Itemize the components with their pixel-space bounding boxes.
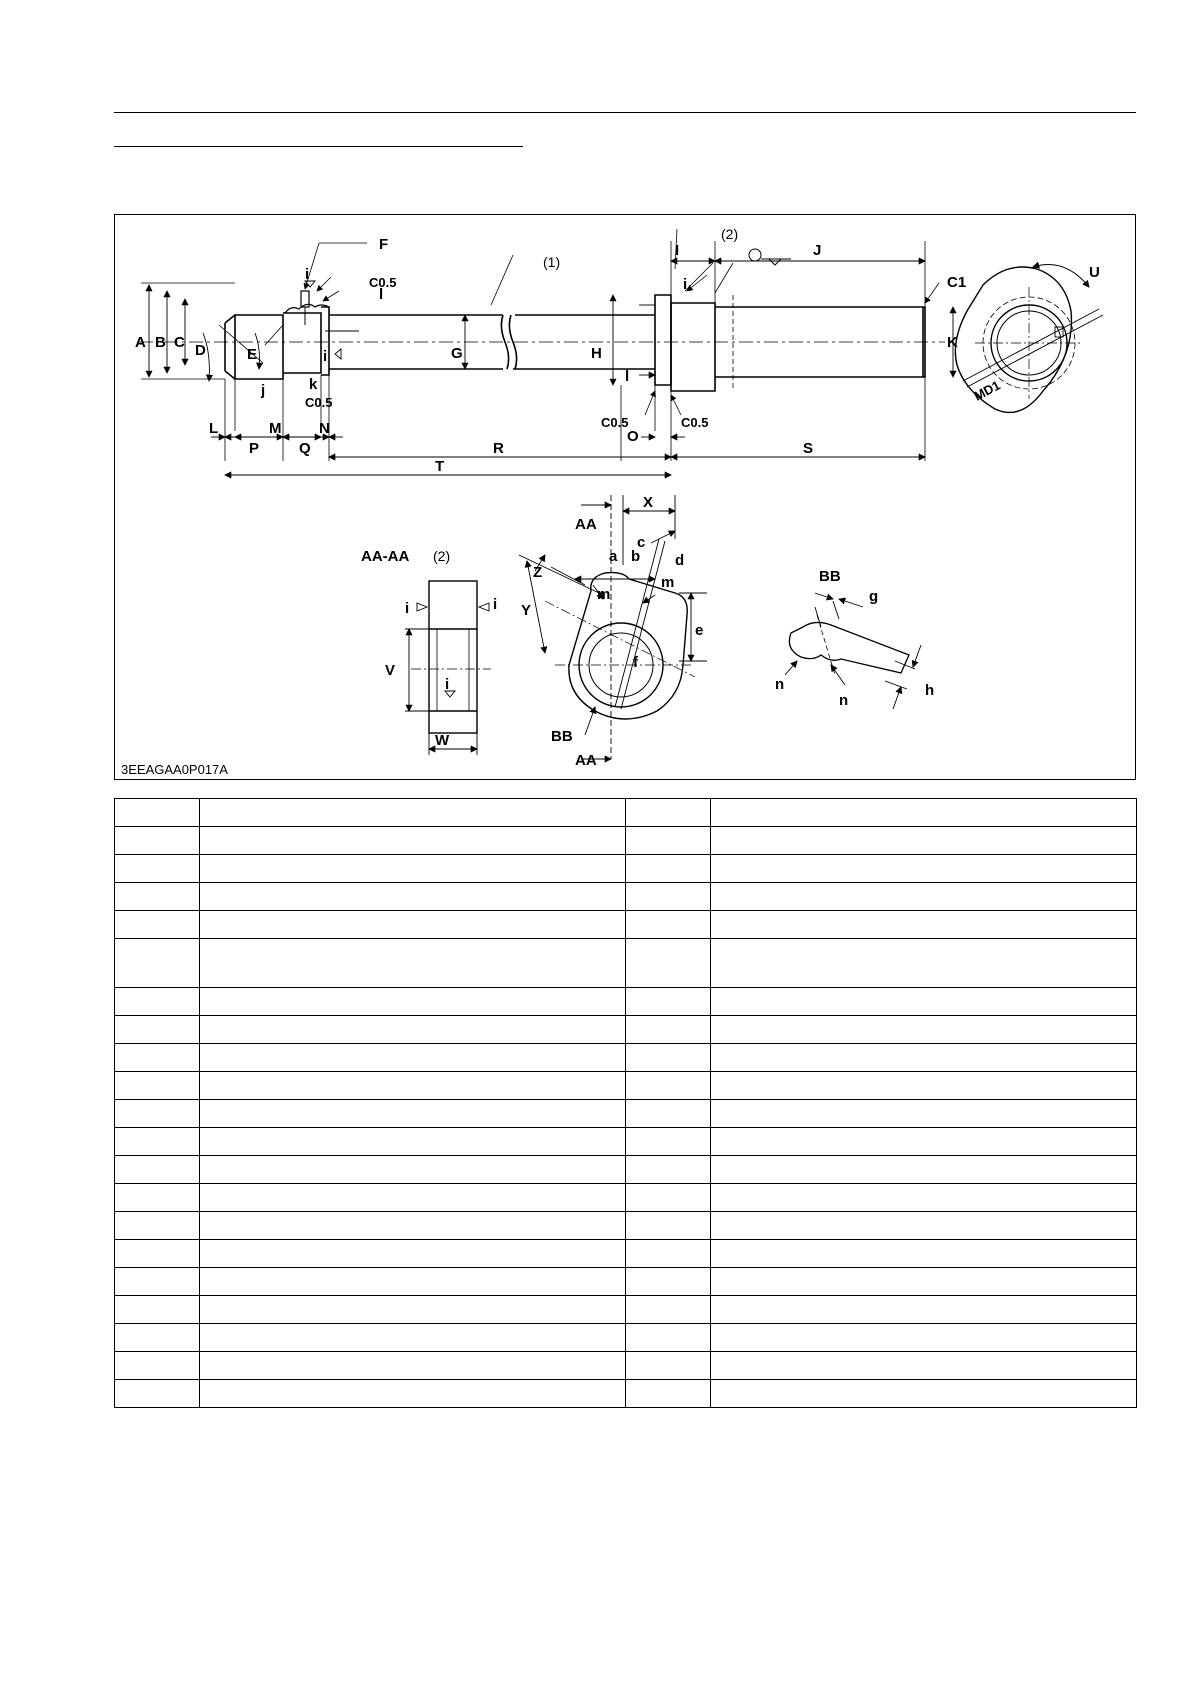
label-m-small: m [597,586,611,603]
label-m: M [269,420,282,437]
table-row [115,1072,1137,1100]
table-row [115,855,1137,883]
weld-symbol [749,249,761,261]
table-cell [711,1296,1137,1324]
table-cell [711,827,1137,855]
label-m-small: m [661,574,675,591]
table-cell [200,988,626,1016]
angle-arc-u [1033,265,1089,288]
table-cell [200,911,626,939]
label-part-2: (2) [433,548,451,564]
table-cell [711,1352,1137,1380]
table-row [115,1212,1137,1240]
table-cell [626,1324,711,1352]
table-row [115,1324,1137,1352]
label-u: U [1089,264,1100,281]
label-c: C [174,334,185,351]
table-row [115,1128,1137,1156]
label-h-small: h [925,682,935,699]
table-cell [115,1100,200,1128]
table-cell [115,1016,200,1044]
label-a: A [135,334,146,351]
label-j-small: j [261,382,266,399]
label-g-small: g [869,588,879,605]
table-cell [115,883,200,911]
label-f: F [379,236,389,253]
table-cell [115,1128,200,1156]
part2-front-view [569,539,687,719]
label-q: Q [299,440,311,457]
table-cell [711,1380,1137,1408]
table-cell [626,1156,711,1184]
table-cell [626,827,711,855]
label-k: K [947,334,958,351]
table-row [115,1240,1137,1268]
table-cell [115,1352,200,1380]
table-cell [711,799,1137,827]
label-z: Z [533,564,543,581]
table-cell [115,1296,200,1324]
label-b-small: b [631,548,641,565]
table-cell [711,883,1137,911]
table-cell [200,1324,626,1352]
table-cell [711,911,1137,939]
table-row [115,1268,1137,1296]
weld-symbol [769,259,781,265]
label-md1: MD1 [971,377,1003,404]
label-b: B [155,334,166,351]
table-cell [200,1380,626,1408]
label-a-small: a [609,548,618,565]
table-cell [115,1240,200,1268]
table-cell [626,1240,711,1268]
table-cell [200,1016,626,1044]
shaft-drawing-svg [115,215,1135,779]
table-cell [711,939,1137,988]
table-cell [200,1044,626,1072]
label-i-small: i [323,348,328,365]
table-cell [115,1072,200,1100]
label-w: W [435,732,450,749]
label-i-small: i [683,276,688,293]
table-cell [115,1212,200,1240]
table-cell [626,855,711,883]
table-row [115,1044,1137,1072]
detail-bb-dimensions [785,593,921,709]
table-cell [711,1212,1137,1240]
table-cell [711,1324,1137,1352]
label-l: L [209,420,219,437]
label-n: N [319,420,330,437]
dimension-lines [149,261,953,475]
label-j: J [813,242,822,259]
table-row [115,1156,1137,1184]
table-cell [115,855,200,883]
table-cell [626,1100,711,1128]
part2-centerline [545,601,695,677]
label-e: E [247,346,258,363]
table-cell [711,1156,1137,1184]
label-i-small: i [305,266,310,283]
table-cell [200,939,626,988]
label-bb: BB [551,728,573,745]
table-cell [626,1268,711,1296]
label-o: O [627,428,639,445]
table-cell [200,1100,626,1128]
part2-dimensions [519,495,707,759]
extension-lines [141,241,925,461]
label-e-small: e [695,622,704,639]
header-rule [114,112,1136,113]
label-g: G [451,345,463,362]
table-cell [626,988,711,1016]
shaft-outline [225,295,925,391]
table-row [115,1016,1137,1044]
label-i: I [675,242,680,259]
table-cell [115,1044,200,1072]
table-cell [711,1044,1137,1072]
label-aa: AA [575,516,597,533]
table-cell [711,1016,1137,1044]
table-cell [200,1296,626,1324]
table-cell [626,1128,711,1156]
table-cell [626,1044,711,1072]
table-cell [115,1156,200,1184]
table-cell [711,1268,1137,1296]
table-cell [115,939,200,988]
label-chamfer: C0.5 [601,415,629,430]
label-s: S [803,440,814,457]
table-cell [200,1268,626,1296]
section-title-underline [114,146,523,147]
table-row [115,1100,1137,1128]
table-cell [626,1296,711,1324]
label-n-small: n [839,692,849,709]
table-cell [115,799,200,827]
table-cell [115,1380,200,1408]
label-d: D [195,342,206,359]
table-cell [115,911,200,939]
label-i-small: i [405,600,410,617]
table-cell [626,939,711,988]
table-cell [200,1240,626,1268]
table-row [115,799,1137,827]
detail-bb [789,615,909,675]
table-cell [200,1072,626,1100]
label-bb: BB [819,568,841,585]
leaders [305,229,939,415]
label-d-small: d [675,552,685,569]
table-row [115,1184,1137,1212]
table-cell [200,827,626,855]
cutaway-edge [285,304,329,313]
table-cell [200,1184,626,1212]
table-row [115,1296,1137,1324]
label-chamfer-c1: C1 [947,274,967,291]
section-aa [429,581,477,733]
table-cell [115,827,200,855]
table-cell [626,1380,711,1408]
table-cell [115,1268,200,1296]
label-r: R [493,440,504,457]
label-part-2: (2) [721,226,739,242]
table-cell [711,1128,1137,1156]
label-t: T [435,458,445,475]
table-row [115,911,1137,939]
table-cell [626,1072,711,1100]
label-section-aa: AA-AA [361,548,410,565]
table-row [115,827,1137,855]
technical-drawing [114,214,1136,780]
label-chamfer: C0.5 [305,395,333,410]
table-cell [626,1184,711,1212]
table-cell [711,855,1137,883]
label-aa: AA [575,752,597,769]
table-cell [200,1352,626,1380]
label-v: V [385,662,396,679]
table-cell [200,1128,626,1156]
table-row [115,1352,1137,1380]
table-cell [115,1184,200,1212]
label-i-small: i [493,596,498,613]
table-cell [626,1016,711,1044]
table-cell [626,911,711,939]
table-cell [711,1100,1137,1128]
table-cell [200,799,626,827]
label-i-small: i [445,676,450,693]
table-cell [200,883,626,911]
table-cell [200,1156,626,1184]
label-part-1: (1) [543,254,561,270]
table-cell [711,1072,1137,1100]
label-l-small: l [625,368,630,385]
label-c-small: c [637,534,646,551]
label-h: H [591,345,602,362]
table-row [115,988,1137,1016]
table-cell [626,799,711,827]
table-cell [626,1352,711,1380]
table-row [115,1380,1137,1408]
table-cell [626,1212,711,1240]
label-y: Y [521,602,532,619]
label-n-small: n [775,676,785,693]
table-cell [115,988,200,1016]
table-cell [115,1324,200,1352]
label-chamfer: C0.5 [369,275,397,290]
table-cell [711,1184,1137,1212]
label-x: X [643,494,654,511]
label-k-small: k [309,376,318,393]
drawing-labels [135,226,1100,769]
table-row [115,883,1137,911]
table-cell [200,1212,626,1240]
label-l-small: l [379,286,384,303]
spec-table [114,798,1137,1408]
table-cell [711,988,1137,1016]
table-row [115,939,1137,988]
label-f-small: f [633,654,638,671]
label-p: P [249,440,260,457]
table-cell [711,1240,1137,1268]
figure-code: 3EEAGAA0P017A [121,762,228,777]
label-chamfer: C0.5 [681,415,709,430]
table-cell [626,883,711,911]
table-cell [200,855,626,883]
